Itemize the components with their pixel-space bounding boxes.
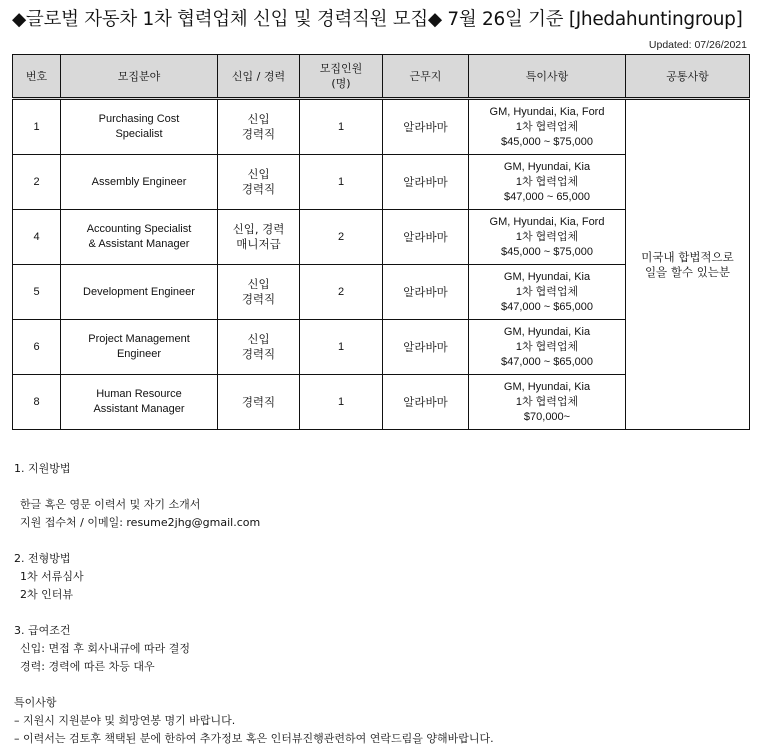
job-table <box>12 54 750 430</box>
row-field: Project Management Engineer <box>61 320 218 375</box>
row-note: GM, Hyundai, Kia 1차 협력업체 $47,000 ~ $65,000 <box>469 265 626 320</box>
row-field: Assembly Engineer <box>61 155 218 210</box>
row-field: Human Resource Assistant Manager <box>61 375 218 430</box>
row-count: 1 <box>300 375 383 430</box>
process-line-1: 1차 서류심사 <box>20 570 84 583</box>
notes-line-2: – 이력서는 검토후 책택된 분에 한하여 추가정보 혹은 인터뷰진행관련하여 연락드림을 양해바랍니다. <box>14 732 494 745</box>
apply-line-1: 한글 혹은 영문 이력서 및 자기 소개서 <box>20 498 201 511</box>
notes-heading: 특이사항 <box>14 696 57 709</box>
notes-line-1: – 지원시 지원분야 및 희망연봉 명기 바랍니다. <box>14 714 236 727</box>
header-location: 근무지 <box>383 55 469 99</box>
row-number: 4 <box>13 210 61 265</box>
row-count: 1 <box>300 155 383 210</box>
header-field: 모집분야 <box>61 55 218 99</box>
row-count: 2 <box>300 265 383 320</box>
row-type: 신입 경력직 <box>218 99 300 155</box>
row-number: 2 <box>13 155 61 210</box>
apply-heading: 1. 지원방법 <box>14 462 71 475</box>
row-number: 1 <box>13 99 61 155</box>
header-note: 특이사항 <box>469 55 626 99</box>
salary-heading: 3. 급여조건 <box>14 624 71 637</box>
row-type: 경력직 <box>218 375 300 430</box>
row-type: 신입 경력직 <box>218 320 300 375</box>
row-location: 알라바마 <box>383 375 469 430</box>
header-common: 공통사항 <box>626 55 750 99</box>
row-location: 알라바마 <box>383 99 469 155</box>
header-number: 번호 <box>13 55 61 99</box>
header-type: 신입 / 경력 <box>218 55 300 99</box>
row-number: 8 <box>13 375 61 430</box>
table-header-row <box>13 55 750 99</box>
page-title: ◆글로벌 자동차 1차 협력업체 신입 및 경력직원 모집◆ 7월 26일 기준 [Jhedahuntingroup] <box>12 9 743 30</box>
row-note: GM, Hyundai, Kia 1차 협력업체 $70,000~ <box>469 375 626 430</box>
row-note: GM, Hyundai, Kia 1차 협력업체 $47,000 ~ 65,000 <box>469 155 626 210</box>
process-heading: 2. 전형방법 <box>14 552 71 565</box>
row-number: 5 <box>13 265 61 320</box>
row-number: 6 <box>13 320 61 375</box>
recruitment-details <box>14 460 749 748</box>
row-type: 신입 경력직 <box>218 155 300 210</box>
row-type: 신입 경력직 <box>218 265 300 320</box>
apply-line-2: 지원 접수처 / 이메일: resume2jhg@gmail.com <box>20 516 261 529</box>
updated-date: Updated: 07/26/2021 <box>648 39 747 51</box>
salary-line-2: 경력: 경력에 따른 차등 대우 <box>20 660 155 673</box>
row-count: 2 <box>300 210 383 265</box>
salary-line-1: 신입: 면접 후 회사내규에 따라 결정 <box>20 642 190 655</box>
row-note: GM, Hyundai, Kia, Ford 1차 협력업체 $45,000 ~ $75,000 <box>469 210 626 265</box>
row-location: 알라바마 <box>383 210 469 265</box>
row-note: GM, Hyundai, Kia, Ford 1차 협력업체 $45,000 ~ $75,000 <box>469 99 626 155</box>
row-field: Development Engineer <box>61 265 218 320</box>
row-field: Purchasing Cost Specialist <box>61 99 218 155</box>
common-requirement: 미국내 합법적으로 일을 할수 있는분 <box>626 99 750 430</box>
row-location: 알라바마 <box>383 320 469 375</box>
row-location: 알라바마 <box>383 155 469 210</box>
row-count: 1 <box>300 99 383 155</box>
row-type: 신입, 경력 매니저급 <box>218 210 300 265</box>
header-count: 모집인원 (명) <box>300 55 383 99</box>
row-count: 1 <box>300 320 383 375</box>
row-note: GM, Hyundai, Kia 1차 협력업체 $47,000 ~ $65,000 <box>469 320 626 375</box>
process-line-2: 2차 인터뷰 <box>20 588 73 601</box>
table-row <box>13 99 750 155</box>
row-field: Accounting Specialist & Assistant Manager <box>61 210 218 265</box>
row-location: 알라바마 <box>383 265 469 320</box>
